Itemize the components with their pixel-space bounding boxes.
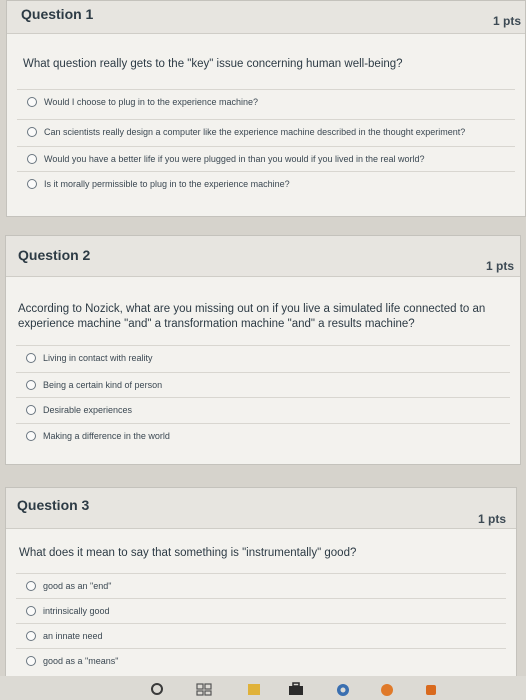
radio-button[interactable]	[26, 405, 36, 415]
radio-button[interactable]	[27, 97, 37, 107]
answer-label: good as an "end"	[43, 581, 112, 591]
briefcase-icon[interactable]	[288, 682, 304, 696]
radio-button[interactable]	[27, 179, 37, 189]
question-points: 1 pts	[492, 14, 521, 28]
radio-button[interactable]	[27, 154, 37, 164]
radio-button[interactable]	[26, 631, 36, 641]
chrome-icon[interactable]	[336, 682, 350, 696]
radio-button[interactable]	[26, 581, 36, 591]
question-title: Question 1	[21, 6, 94, 22]
answer-label: Desirable experiences	[43, 405, 133, 415]
answer-label: Is it morally permissible to plug in to the experience machine?	[44, 179, 290, 189]
answer-label: intrinsically good	[43, 606, 110, 616]
answer-label: Living in contact with reality	[43, 353, 153, 363]
answer-option[interactable]	[16, 345, 510, 370]
answer-option[interactable]	[17, 89, 515, 114]
answer-label: Being a certain kind of person	[43, 380, 163, 390]
answer-option[interactable]	[16, 423, 510, 448]
answer-option[interactable]	[16, 648, 506, 673]
question-text: According to Nozick, what are you missing out on if you live a simulated life connected to an experience machine "and" a transformation machine "and" a results machine?	[18, 303, 486, 330]
answer-option[interactable]	[16, 397, 510, 422]
question-points: 1 pts	[477, 512, 506, 526]
app2-icon[interactable]	[424, 682, 438, 696]
question-text: What does it mean to say that something is "instrumentally" good?	[19, 547, 357, 559]
question-text: What question really gets to the "key" issue concerning human well-being?	[23, 58, 403, 70]
question-card-3	[5, 487, 517, 679]
radio-button[interactable]	[26, 431, 36, 441]
answer-label: good as a "means"	[43, 656, 119, 666]
grid-icon[interactable]	[196, 682, 212, 696]
answer-label: Making a difference in the world	[43, 431, 170, 441]
radio-button[interactable]	[26, 606, 36, 616]
answer-option[interactable]	[16, 598, 506, 623]
answer-label: Would you have a better life if you were plugged in than you would if you lived in the real world?	[44, 154, 425, 164]
question-card-2	[5, 235, 521, 465]
question-card-1	[6, 0, 526, 217]
answer-option[interactable]	[17, 146, 515, 171]
radio-button[interactable]	[26, 380, 36, 390]
circle-icon[interactable]	[150, 682, 164, 696]
question-header-3	[6, 488, 516, 529]
question-title: Question 3	[17, 497, 90, 513]
answer-label: an innate need	[43, 631, 103, 641]
answer-label: Would I choose to plug in to the experience machine?	[44, 97, 258, 107]
answer-option[interactable]	[16, 372, 510, 397]
question-title: Question 2	[18, 247, 91, 263]
folder-icon[interactable]	[246, 682, 262, 696]
radio-button[interactable]	[27, 127, 37, 137]
radio-button[interactable]	[26, 353, 36, 363]
question-header-1	[7, 1, 525, 34]
answer-option[interactable]	[17, 171, 515, 196]
answer-option[interactable]	[16, 573, 506, 598]
answer-option[interactable]	[16, 623, 506, 648]
taskbar	[0, 676, 526, 700]
answer-option[interactable]	[17, 119, 515, 144]
app-icon[interactable]	[380, 682, 394, 696]
question-points: 1 pts	[485, 259, 514, 273]
question-header-2	[6, 236, 520, 277]
answer-label: Can scientists really design a computer like the experience machine described in the thought experiment?	[44, 127, 466, 137]
radio-button[interactable]	[26, 656, 36, 666]
